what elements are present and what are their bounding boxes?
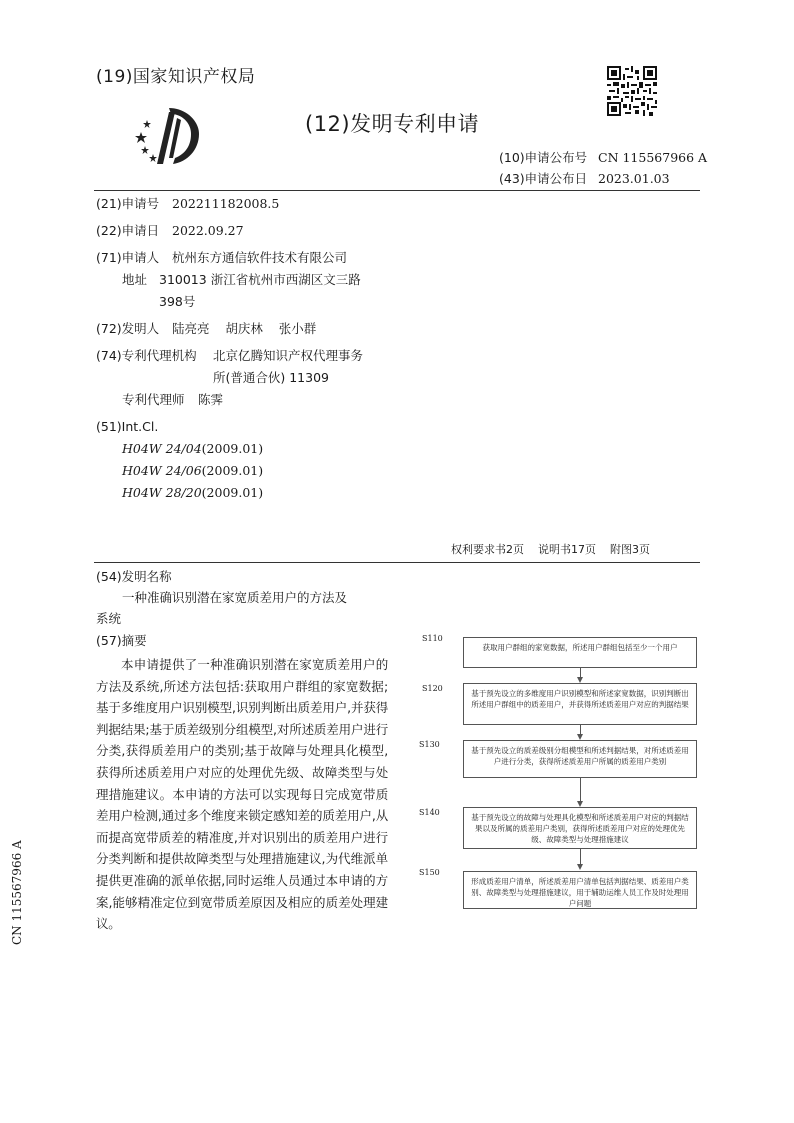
publication-number-label: (10)申请公布号 <box>499 150 588 165</box>
flow-step-label: S150 <box>419 868 440 877</box>
invention-title-line-1: 一种准确识别潜在家宽质差用户的方法及 <box>122 590 348 605</box>
flow-connector <box>580 778 581 802</box>
flow-step-box: 基于预先设立的故障与处理具化模型和所述质差用户对应的判据结果以及所属的质差用户类别，获得所述质差用户对应的处理优先级、故障类型与处理措施建议 <box>463 807 697 849</box>
applicant: 杭州东方通信软件技术有限公司 <box>172 250 348 265</box>
flow-step-label: S110 <box>422 634 443 643</box>
side-publication-number: CN 115567966 A <box>10 840 24 945</box>
ipc-row <box>122 438 263 460</box>
publication-date: 2023.01.03 <box>598 171 670 186</box>
address-line-1: 310013 浙江省杭州市西湖区文三路 <box>159 272 361 287</box>
cnipa-logo <box>133 104 205 166</box>
flow-step-box: 形成质差用户清单，所述质差用户清单包括判据结果、质差用户类别、故障类型与处理措施建议，用于辅助运维人员工作及时处理用户问题 <box>463 871 697 909</box>
inventor-label: (72)发明人 <box>96 321 160 336</box>
agent: 陈霁 <box>198 392 224 407</box>
abstract-label: (57)摘要 <box>96 633 147 648</box>
header-divider <box>94 190 700 191</box>
ipc-code: H04W 24/04 <box>122 441 202 456</box>
flow-step-label: S130 <box>419 740 440 749</box>
abstract-text: 本申请提供了一种准确识别潜在家宽质差用户的方法及系统,所述方法包括:获取用户群组的家宽数据;基于多维度用户识别模型,识别判断出质差用户,并获得判据结果;基于质差级别分组模型,对所述质差用户进行分类,获得质差用户的类别;基于故障与处理具化模型,获得所述质差用户对应的处理优先级、故障类型与处理措施建议。本申请的方法可以实现每日完成宽带质差用户检测,通过多个维度来锁定感知差的质差用户,从而提高宽带质差的精准度,并对识别出的质差用户进行分类判断和提供故障类型与处理措施建议,为代维派单提供更准确的派单依据,同时运维人员通过本申请的方案,能够精准定位到宽带质差原因及相应的质差处理建议。 <box>96 657 388 932</box>
invention-title-line-2: 系统 <box>96 611 122 626</box>
office-name: (19)国家知识产权局 <box>96 67 256 87</box>
ipc-code: H04W 24/06 <box>122 463 202 478</box>
application-number: 202211182008.5 <box>172 196 280 211</box>
ipc-version: (2009.01) <box>201 463 264 478</box>
ipc-version: (2009.01) <box>201 441 264 456</box>
flow-step-label: S120 <box>422 684 443 693</box>
flow-step-box: 基于预先设立的质差级别分组模型和所述判据结果，对所述质差用户进行分类，获得所述质差用户所属的质差用户类别 <box>463 740 697 778</box>
agency-label: (74)专利代理机构 <box>96 348 197 363</box>
inventors: 陆亮亮 胡庆林 张小群 <box>172 321 317 336</box>
application-number-label: (21)申请号 <box>96 196 160 211</box>
document-type: (12)发明专利申请 <box>305 112 480 136</box>
ipc-row <box>122 482 263 504</box>
flow-arrow-icon <box>577 864 583 870</box>
publication-date-label: (43)申请公布日 <box>499 171 588 186</box>
application-date: 2022.09.27 <box>172 223 244 238</box>
agent-label: 专利代理师 <box>122 392 185 407</box>
flow-step-box: 获取用户群组的家宽数据，所述用户群组包括至少一个用户 <box>463 637 697 668</box>
application-date-label: (22)申请日 <box>96 223 160 238</box>
ipc-row <box>122 460 263 482</box>
agency-line-1: 北京亿腾知识产权代理事务 <box>213 348 364 363</box>
applicant-label: (71)申请人 <box>96 250 160 265</box>
address-line-2: 398号 <box>159 294 196 309</box>
flow-step-label: S140 <box>419 808 440 817</box>
page-counts: 权利要求书2页 说明书17页 附图3页 <box>451 543 650 556</box>
title-label: (54)发明名称 <box>96 569 172 584</box>
publication-number: CN 115567966 A <box>598 150 708 165</box>
section-divider <box>94 562 700 563</box>
int-cl-label: (51)Int.Cl. <box>96 419 159 434</box>
ipc-version: (2009.01) <box>201 485 264 500</box>
qr-code <box>607 66 657 116</box>
flow-step-box: 基于预先设立的多维度用户识别模型和所述家宽数据，识别判断出所述用户群组中的质差用户，并获得所述质差用户对应的判据结果 <box>463 683 697 725</box>
agency-line-2: 所(普通合伙) 11309 <box>213 370 329 385</box>
flow-connector <box>580 849 581 865</box>
address-label: 地址 <box>122 272 148 287</box>
ipc-code: H04W 28/20 <box>122 485 202 500</box>
